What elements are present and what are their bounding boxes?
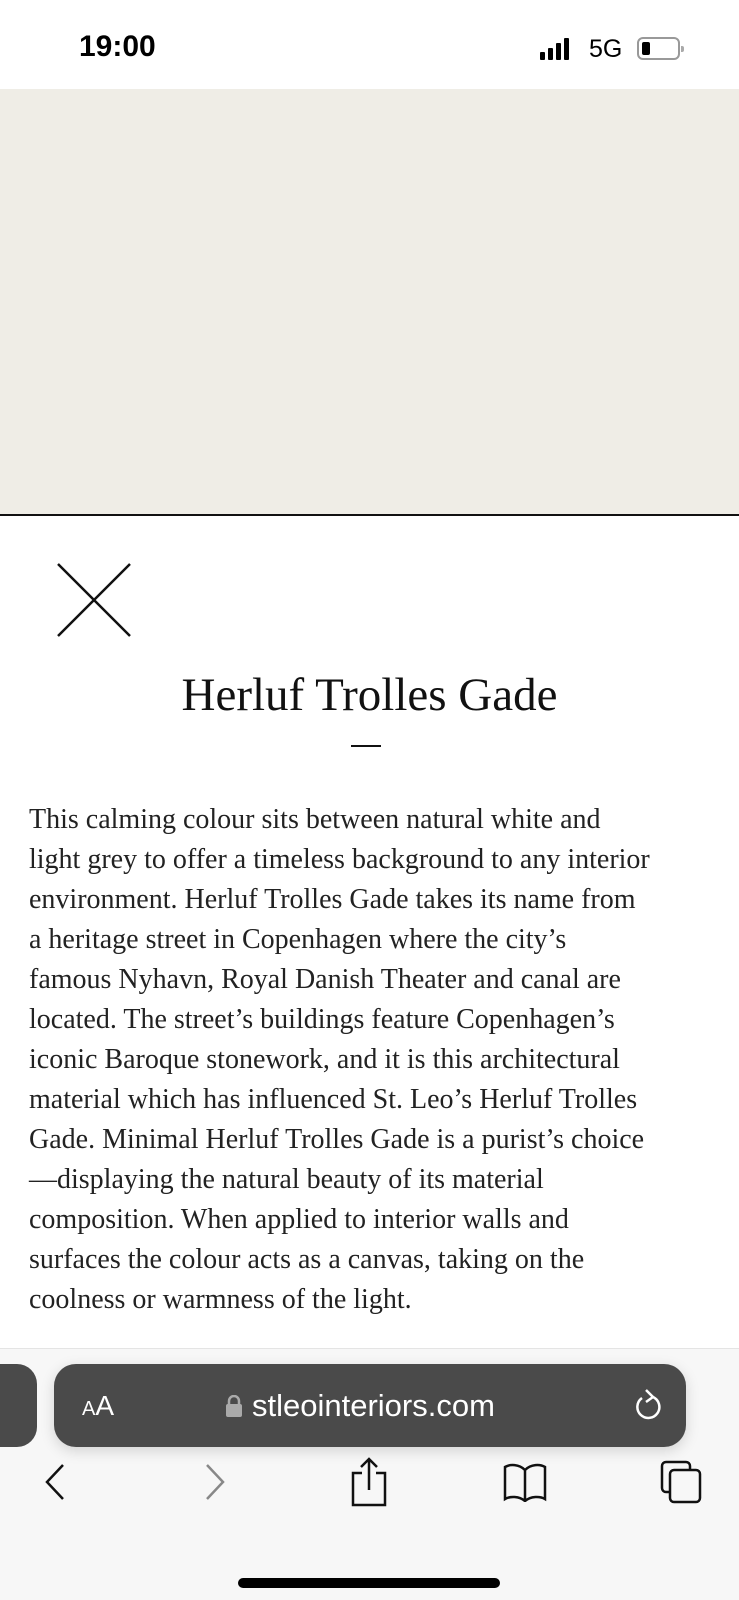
description-line: composition. When applied to interior walls and: [29, 1204, 569, 1235]
lock-icon: [226, 1395, 242, 1417]
description-line: This calming colour sits between natural white and: [29, 804, 601, 835]
description-line: iconic Baroque stonework, and it is this architectural: [29, 1044, 620, 1075]
status-time: 19:00: [79, 30, 156, 63]
close-button[interactable]: [56, 562, 132, 638]
forward-button[interactable]: [190, 1457, 240, 1507]
description-line: a heritage street in Copenhagen where the city’s: [29, 924, 567, 955]
chevron-left-icon: [43, 1462, 67, 1502]
description-line: light grey to offer a timeless background to any interior: [29, 844, 650, 875]
status-bar: [0, 0, 739, 89]
reader-settings-button[interactable]: [82, 1390, 114, 1422]
home-indicator[interactable]: [238, 1578, 500, 1588]
aa-large: A: [95, 1390, 115, 1421]
description-line: coolness or warmness of the light.: [29, 1284, 412, 1315]
description-line: surfaces the colour acts as a canvas, taking on the: [29, 1244, 585, 1275]
description-line: located. The street’s buildings feature Copenhagen’s: [29, 1004, 615, 1035]
chevron-right-icon: [203, 1462, 227, 1502]
tabs-icon: [660, 1460, 704, 1504]
address-bar[interactable]: [54, 1364, 686, 1447]
battery-icon: [637, 37, 680, 60]
browser-toolbar: [0, 1348, 739, 1600]
book-icon: [502, 1462, 548, 1502]
description-line: —displaying the natural beauty of its material: [29, 1164, 544, 1195]
reload-icon[interactable]: [634, 1388, 664, 1422]
previous-tab[interactable]: [0, 1364, 37, 1447]
description-line: Gade. Minimal Herluf Trolles Gade is a purist’s choice: [29, 1124, 645, 1155]
back-button[interactable]: [30, 1457, 80, 1507]
url-text: stleointeriors.com: [252, 1388, 495, 1423]
description-line: famous Nyhavn, Royal Danish Theater and canal are: [29, 964, 621, 995]
colour-swatch: [0, 89, 739, 516]
description-line: environment. Herluf Trolles Gade takes its name from: [29, 884, 636, 915]
aa-small: A: [82, 1398, 96, 1420]
signal-icon: [540, 38, 569, 60]
page-title: Herluf Trolles Gade: [181, 669, 558, 721]
network-type: 5G: [589, 35, 623, 63]
close-icon: [56, 562, 132, 638]
title-divider: [351, 745, 381, 747]
share-button[interactable]: [344, 1457, 394, 1507]
tabs-button[interactable]: [657, 1457, 707, 1507]
description-line: material which has influenced St. Leo’s Herluf Trolles: [29, 1084, 638, 1115]
bookmarks-button[interactable]: [500, 1457, 550, 1507]
share-icon: [349, 1457, 389, 1507]
colour-description: [29, 800, 650, 1320]
